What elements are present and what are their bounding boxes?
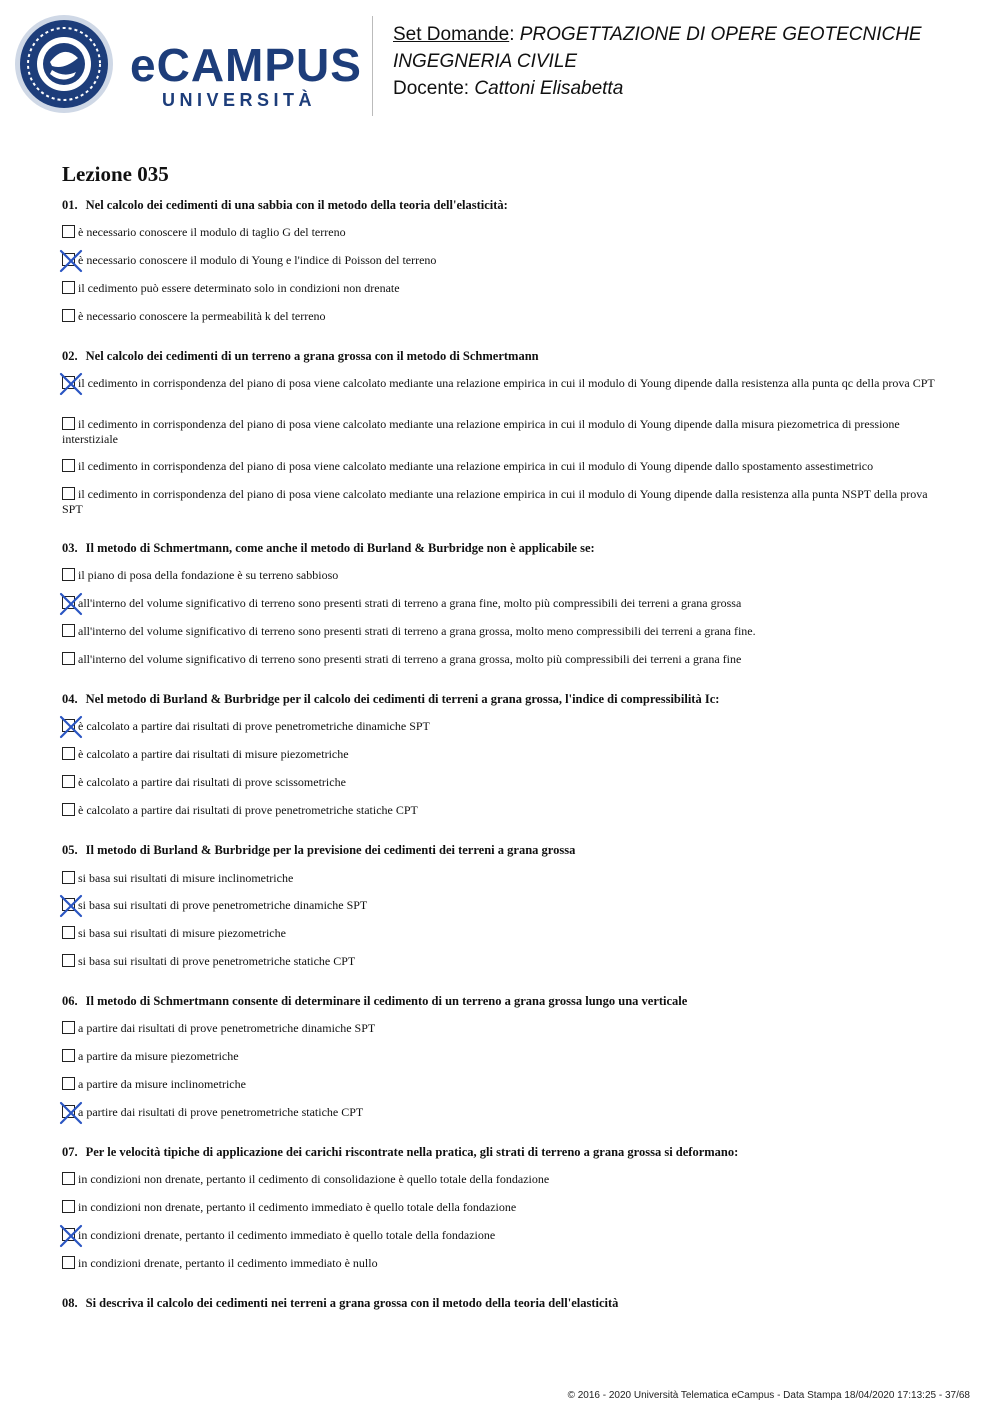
- page-footer: © 2016 - 2020 Università Telematica eCampus - Data Stampa 18/04/2020 17:13:25 - 37/68: [567, 1390, 970, 1401]
- answer-label: a partire dai risultati di prove penetrometriche statiche CPT: [78, 1105, 364, 1119]
- question-text: [62, 541, 595, 556]
- question-text: [62, 692, 719, 707]
- page-header: [0, 0, 1000, 130]
- answer-option[interactable]: [62, 487, 940, 517]
- answer-label: il piano di posa della fondazione è su terreno sabbioso: [78, 568, 339, 582]
- checkbox-checked[interactable]: [62, 253, 75, 266]
- checkbox[interactable]: [62, 652, 75, 665]
- answer-label: è calcolato a partire dai risultati di misure piezometriche: [78, 747, 349, 761]
- question-text: [62, 1145, 738, 1160]
- answer-label: a partire dai risultati di prove penetrometriche dinamiche SPT: [78, 1021, 376, 1035]
- question-label: Per le velocità tipiche di applicazione dei carichi riscontrate nella pratica, gli strati di terreno a grana grossa si deformano:: [85, 1145, 739, 1159]
- answer-label: è necessario conoscere il modulo di Young e l'indice di Poisson del terreno: [78, 253, 437, 267]
- answer-option[interactable]: [62, 417, 940, 447]
- answer-label: è necessario conoscere il modulo di taglio G del terreno: [78, 225, 346, 239]
- checkbox[interactable]: [62, 1200, 75, 1213]
- checkbox[interactable]: [62, 871, 75, 884]
- checkbox[interactable]: [62, 803, 75, 816]
- answer-label: il cedimento in corrispondenza del piano di posa viene calcolato mediante una relazione empirica in cui il modulo di Young dipende dallo spostamento assestimetrico: [78, 459, 874, 473]
- answer-option[interactable]: [62, 253, 940, 268]
- answer-label: a partire da misure inclinometriche: [78, 1077, 246, 1091]
- answer-label: all'interno del volume significativo di terreno sono presenti strati di terreno a grana grossa, molto più compressibili dei terreni a grana fine: [78, 652, 742, 666]
- answer-label: in condizioni non drenate, pertanto il cedimento immediato è quello totale della fondazione: [78, 1200, 517, 1214]
- answer-label: si basa sui risultati di prove penetrometriche dinamiche SPT: [78, 898, 368, 912]
- question-label: Il metodo di Schmertmann, come anche il metodo di Burland & Burbridge non è applicabile se:: [85, 541, 595, 555]
- question-number: 01.: [62, 198, 78, 212]
- header-divider: [372, 16, 373, 116]
- checkbox[interactable]: [62, 487, 75, 500]
- question-label: Nel calcolo dei cedimenti di un terreno a grana grossa con il metodo di Schmertmann: [85, 349, 539, 363]
- question-text: [62, 994, 687, 1009]
- checkbox-checked[interactable]: [62, 898, 75, 911]
- checkbox[interactable]: [62, 281, 75, 294]
- answer-option[interactable]: [62, 898, 940, 913]
- answer-option[interactable]: [62, 624, 940, 639]
- question-text: [62, 349, 539, 364]
- answer-option[interactable]: [62, 871, 940, 886]
- question-label: Il metodo di Schmertmann consente di determinare il cedimento di un terreno a grana grossa lungo una verticale: [85, 994, 688, 1008]
- lesson-title: Lezione 035: [62, 162, 169, 186]
- answer-label: il cedimento in corrispondenza del piano di posa viene calcolato mediante una relazione empirica in cui il modulo di Young dipende dalla misura piezometrica di pressione interstiziale: [62, 417, 900, 446]
- answer-label: si basa sui risultati di misure piezometriche: [78, 926, 286, 940]
- answer-option[interactable]: [62, 1077, 940, 1092]
- answer-option[interactable]: [62, 376, 940, 391]
- checkbox[interactable]: [62, 1049, 75, 1062]
- checkbox[interactable]: [62, 459, 75, 472]
- answer-label: è necessario conoscere la permeabilità k del terreno: [78, 309, 326, 323]
- question-label: Nel metodo di Burland & Burbridge per il calcolo dei cedimenti di terreni a grana grossa, l'indice di compressibilità Ic:: [85, 692, 720, 706]
- checkbox[interactable]: [62, 225, 75, 238]
- checkbox[interactable]: [62, 309, 75, 322]
- answer-option[interactable]: [62, 1021, 940, 1036]
- checkbox-checked[interactable]: [62, 1228, 75, 1241]
- checkbox[interactable]: [62, 775, 75, 788]
- answer-option[interactable]: [62, 459, 940, 474]
- question-number: 04.: [62, 692, 78, 706]
- question-text: [62, 843, 575, 858]
- answer-option[interactable]: [62, 281, 940, 296]
- answer-label: il cedimento in corrispondenza del piano di posa viene calcolato mediante una relazione empirica in cui il modulo di Young dipende dalla resistenza alla punta NSPT della prova SPT: [62, 487, 928, 516]
- answer-option[interactable]: [62, 803, 940, 818]
- answer-option[interactable]: [62, 719, 940, 734]
- checkbox[interactable]: [62, 1256, 75, 1269]
- answer-option[interactable]: [62, 775, 940, 790]
- checkbox[interactable]: [62, 954, 75, 967]
- checkbox-checked[interactable]: [62, 1105, 75, 1118]
- answer-option[interactable]: [62, 1049, 940, 1064]
- checkbox-checked[interactable]: [62, 376, 75, 389]
- question-number: 07.: [62, 1145, 78, 1159]
- answer-label: si basa sui risultati di prove penetrometriche statiche CPT: [78, 954, 356, 968]
- question-text: [62, 1296, 618, 1311]
- question-label: Si descriva il calcolo dei cedimenti nei terreni a grana grossa con il metodo della teoria dell'elasticità: [85, 1296, 619, 1310]
- question-number: 06.: [62, 994, 78, 1008]
- checkbox[interactable]: [62, 1021, 75, 1034]
- answer-option[interactable]: [62, 1200, 940, 1215]
- question-number: 02.: [62, 349, 78, 363]
- header-teacher-line: Docente: Cattoni Elisabetta: [393, 78, 624, 99]
- answer-option[interactable]: [62, 225, 940, 240]
- answer-label: in condizioni drenate, pertanto il cedimento immediato è nullo: [78, 1256, 378, 1270]
- answer-label: è calcolato a partire dai risultati di prove penetrometriche statiche CPT: [78, 803, 418, 817]
- answer-label: a partire da misure piezometriche: [78, 1049, 239, 1063]
- checkbox-checked[interactable]: [62, 596, 75, 609]
- answer-label: all'interno del volume significativo di terreno sono presenti strati di terreno a grana fine, molto più compressibili dei terreni a grana grossa: [78, 596, 742, 610]
- question-label: Il metodo di Burland & Burbridge per la previsione dei cedimenti dei terreni a grana grossa: [85, 843, 576, 857]
- header-course-sub: INGEGNERIA CIVILE: [393, 51, 578, 72]
- ecampus-seal-logo: [14, 14, 114, 114]
- answer-label: il cedimento può essere determinato solo in condizioni non drenate: [78, 281, 400, 295]
- answer-label: all'interno del volume significativo di terreno sono presenti strati di terreno a grana grossa, molto meno compressibili dei terreni a grana fine.: [78, 624, 756, 638]
- question-number: 03.: [62, 541, 78, 555]
- answer-option[interactable]: [62, 568, 940, 583]
- answer-option[interactable]: [62, 1256, 940, 1271]
- question-number: 08.: [62, 1296, 78, 1310]
- answer-label: in condizioni drenate, pertanto il cedimento immediato è quello totale della fondazione: [78, 1228, 496, 1242]
- checkbox[interactable]: [62, 417, 75, 430]
- answer-label: si basa sui risultati di misure inclinometriche: [78, 871, 294, 885]
- checkbox[interactable]: [62, 747, 75, 760]
- answer-option[interactable]: [62, 954, 940, 969]
- header-course-line: Set Domande: PROGETTAZIONE DI OPERE GEOTECNICHE: [393, 24, 922, 45]
- checkbox[interactable]: [62, 568, 75, 581]
- question-label: Nel calcolo dei cedimenti di una sabbia con il metodo della teoria dell'elasticità:: [85, 198, 508, 212]
- answer-option[interactable]: [62, 1172, 940, 1187]
- answer-label: il cedimento in corrispondenza del piano di posa viene calcolato mediante una relazione empirica in cui il modulo di Young dipende dalla resistenza alla punta qc della prova CPT: [78, 376, 935, 390]
- answer-option[interactable]: [62, 596, 940, 611]
- answer-label: è calcolato a partire dai risultati di prove scissometriche: [78, 775, 346, 789]
- answer-option[interactable]: [62, 309, 940, 324]
- answer-label: in condizioni non drenate, pertanto il cedimento di consolidazione è quello totale della fondazione: [78, 1172, 550, 1186]
- answer-option[interactable]: [62, 1105, 940, 1120]
- checkbox[interactable]: [62, 624, 75, 637]
- answer-option[interactable]: [62, 1228, 940, 1243]
- ecampus-wordmark: eCAMPUS: [130, 39, 362, 91]
- checkbox[interactable]: [62, 926, 75, 939]
- question-text: [62, 198, 508, 213]
- ecampus-wordmark-sub: UNIVERSITÀ: [162, 90, 317, 110]
- question-number: 05.: [62, 843, 78, 857]
- checkbox[interactable]: [62, 1077, 75, 1090]
- checkbox-checked[interactable]: [62, 719, 75, 732]
- checkbox[interactable]: [62, 1172, 75, 1185]
- answer-option[interactable]: [62, 926, 940, 941]
- answer-option[interactable]: [62, 747, 940, 762]
- answer-option[interactable]: [62, 652, 940, 667]
- answer-label: è calcolato a partire dai risultati di prove penetrometriche dinamiche SPT: [78, 719, 430, 733]
